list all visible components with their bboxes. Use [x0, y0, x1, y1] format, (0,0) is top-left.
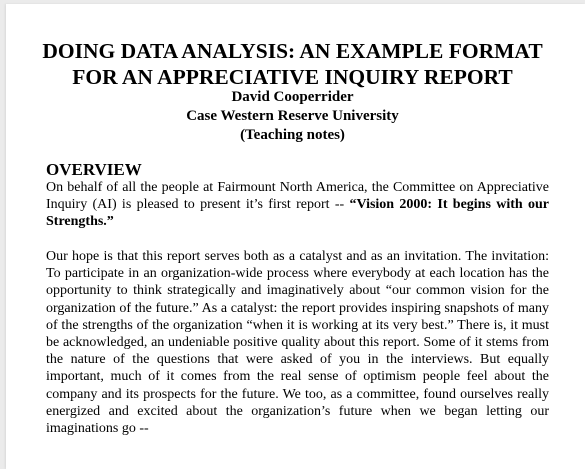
report-title-emphasis: “Vision 2000: It begins with our Strengths.” — [46, 197, 549, 230]
title-line-1: DOING DATA ANALYSIS: AN EXAMPLE FORMAT — [42, 39, 543, 63]
document-title — [0, 38, 585, 90]
title-line-2: FOR AN APPRECIATIVE INQUIRY REPORT — [72, 65, 513, 89]
overview-paragraph-2: Our hope is that this report serves both as a catalyst and as an invitation. The invitation: To participate in an organization-wide process where everybody at each location has the opportunity to think strategically and imaginatively about “our common vision for the organization of the future.” As a catalyst: the report provides inspiring snapshots of many of the strengths of the organization “when it is working at its very best.” There is, it must be acknowledged, an undeniable positive quality about this report. Some of it stems from the nature of the questions that were asked of you in the interviews. But equally important, much of it comes from the real sense of optimism people feel about the company and its prospects for the future. We too, as a committee, found ourselves really energized and excited about the organization’s future when we began letting our imaginations go -- — [46, 249, 549, 437]
overview-heading: OVERVIEW — [46, 160, 142, 179]
teaching-notes-label: (Teaching notes) — [240, 127, 345, 143]
author-name: David Cooperrider — [231, 89, 354, 105]
author-affiliation: Case Western Reserve University — [186, 108, 399, 124]
overview-paragraph-1 — [46, 179, 549, 231]
paragraph-1-text: On behalf of all the people at Fairmount North America, the Committee on Appreciative Inquiry (AI) is pleased to present it’s first report -- — [46, 180, 549, 213]
